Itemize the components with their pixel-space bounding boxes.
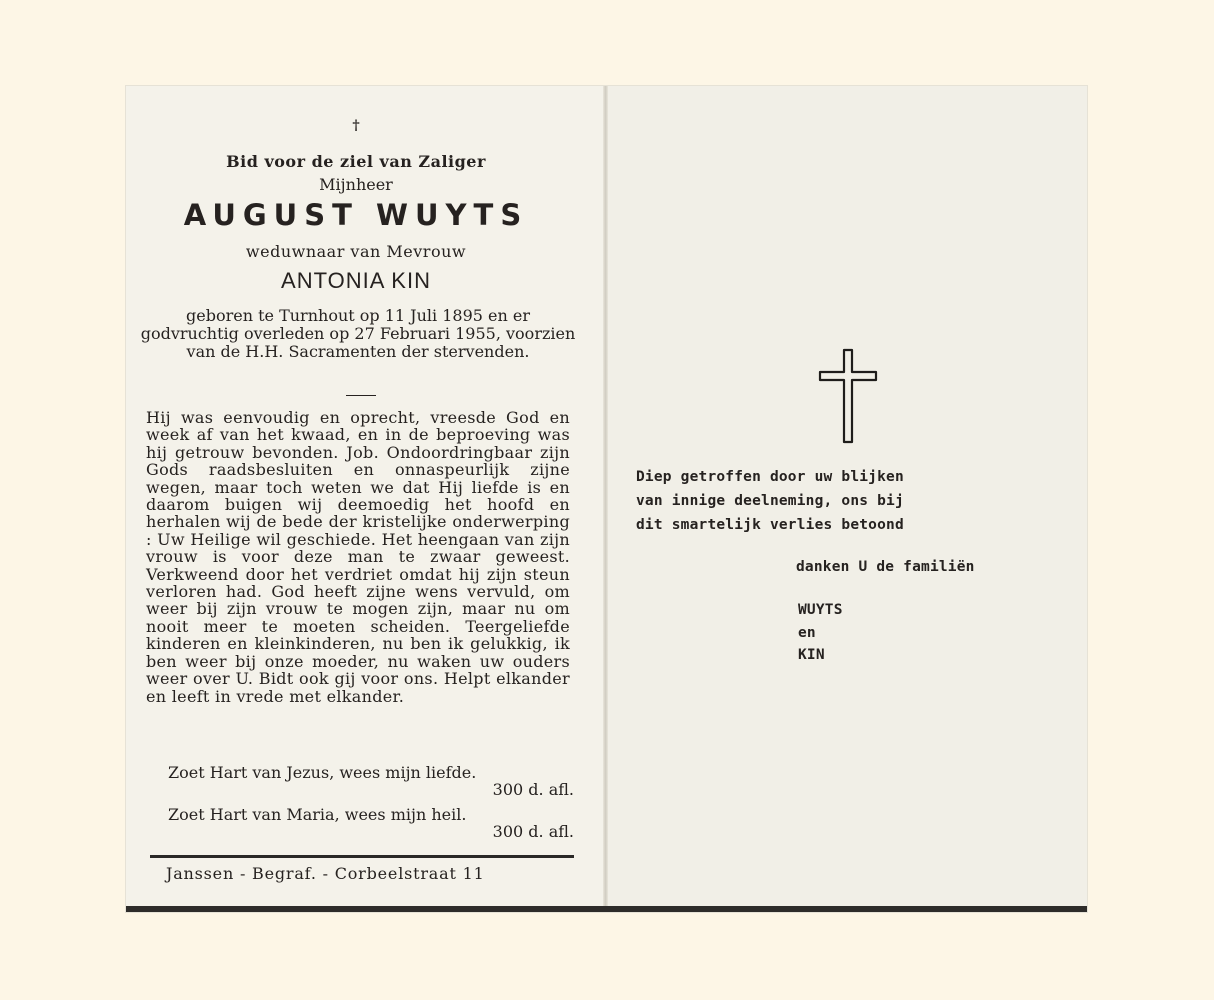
thanks-from-families: danken U de familiën xyxy=(796,559,975,575)
honorific: Mijnheer xyxy=(319,175,393,194)
indulgence-1: 300 d. afl. xyxy=(492,780,574,799)
wife-name: ANTONIA KIN xyxy=(281,268,431,293)
memorial-card xyxy=(126,86,1087,912)
footer-rule xyxy=(150,855,574,858)
indulgence-2: 300 d. afl. xyxy=(492,822,574,841)
thanks-line-3: dit smartelijk verlies betoond xyxy=(636,517,904,533)
memorial-text: Hij was eenvoudig en oprecht, vreesde God en week af van het kwaad, en in de beproeving was hij getrouw bevonden. Job. Ondoordringbaar zijn Gods raadsbesluiten en onnaspeurlijk zijne wegen, maar toch weten we dat Hij liefde is en daarom buigen wij deemoedig het hoofd en herhalen wij de bede der kristelijke onderwerping : Uw Heilige wil geschiede. Het heengaan van zijn vrouw is voor deze man te zwaar geweest. Verkweend door het verdriet omdat hij zijn steun verloren had. God heeft zijne wens vervuld, om weer bij zijn vrouw te mogen zijn, maar nu om nooit meer te moeten scheiden. Teergeliefde kinderen en kleinkinderen, nu ben ik gelukkig, ik ben weer bij onze moeder, nu waken uw ouders weer over U. Bidt ook gij voor ons. Helpt elkander en leeft in vrede met elkander. xyxy=(146,408,570,706)
prayer-jezus: Zoet Hart van Jezus, wees mijn liefde. xyxy=(168,763,477,782)
left-page xyxy=(126,86,604,906)
family-kin: KIN xyxy=(798,647,825,663)
deceased-name: AUGUST WUYTS xyxy=(183,198,529,232)
prayer-maria: Zoet Hart van Maria, wees mijn heil. xyxy=(168,805,467,824)
bottom-edge-band xyxy=(126,906,1087,912)
separator-line xyxy=(346,395,376,396)
prayer-intro: Bid voor de ziel van Zaliger xyxy=(226,152,486,171)
right-page xyxy=(608,86,1087,906)
birth-death-text: geboren te Turnhout op 11 Juli 1895 en er godvruchtig overleden op 27 Februari 1955, voorzien van de H.H. Sacramenten der stervenden. xyxy=(140,306,576,361)
thanks-line-2: van innige deelneming, ons bij xyxy=(636,493,904,509)
thanks-line-1: Diep getroffen door uw blijken xyxy=(636,469,904,485)
family-conjunction: en xyxy=(798,625,816,641)
widower-line: weduwnaar van Mevrouw xyxy=(245,242,467,261)
small-cross-icon: † xyxy=(352,118,360,134)
latin-cross-icon xyxy=(818,348,878,444)
family-wuyts: WUYTS xyxy=(798,602,843,618)
printer-credit: Janssen - Begraf. - Corbeelstraat 11 xyxy=(166,864,485,883)
